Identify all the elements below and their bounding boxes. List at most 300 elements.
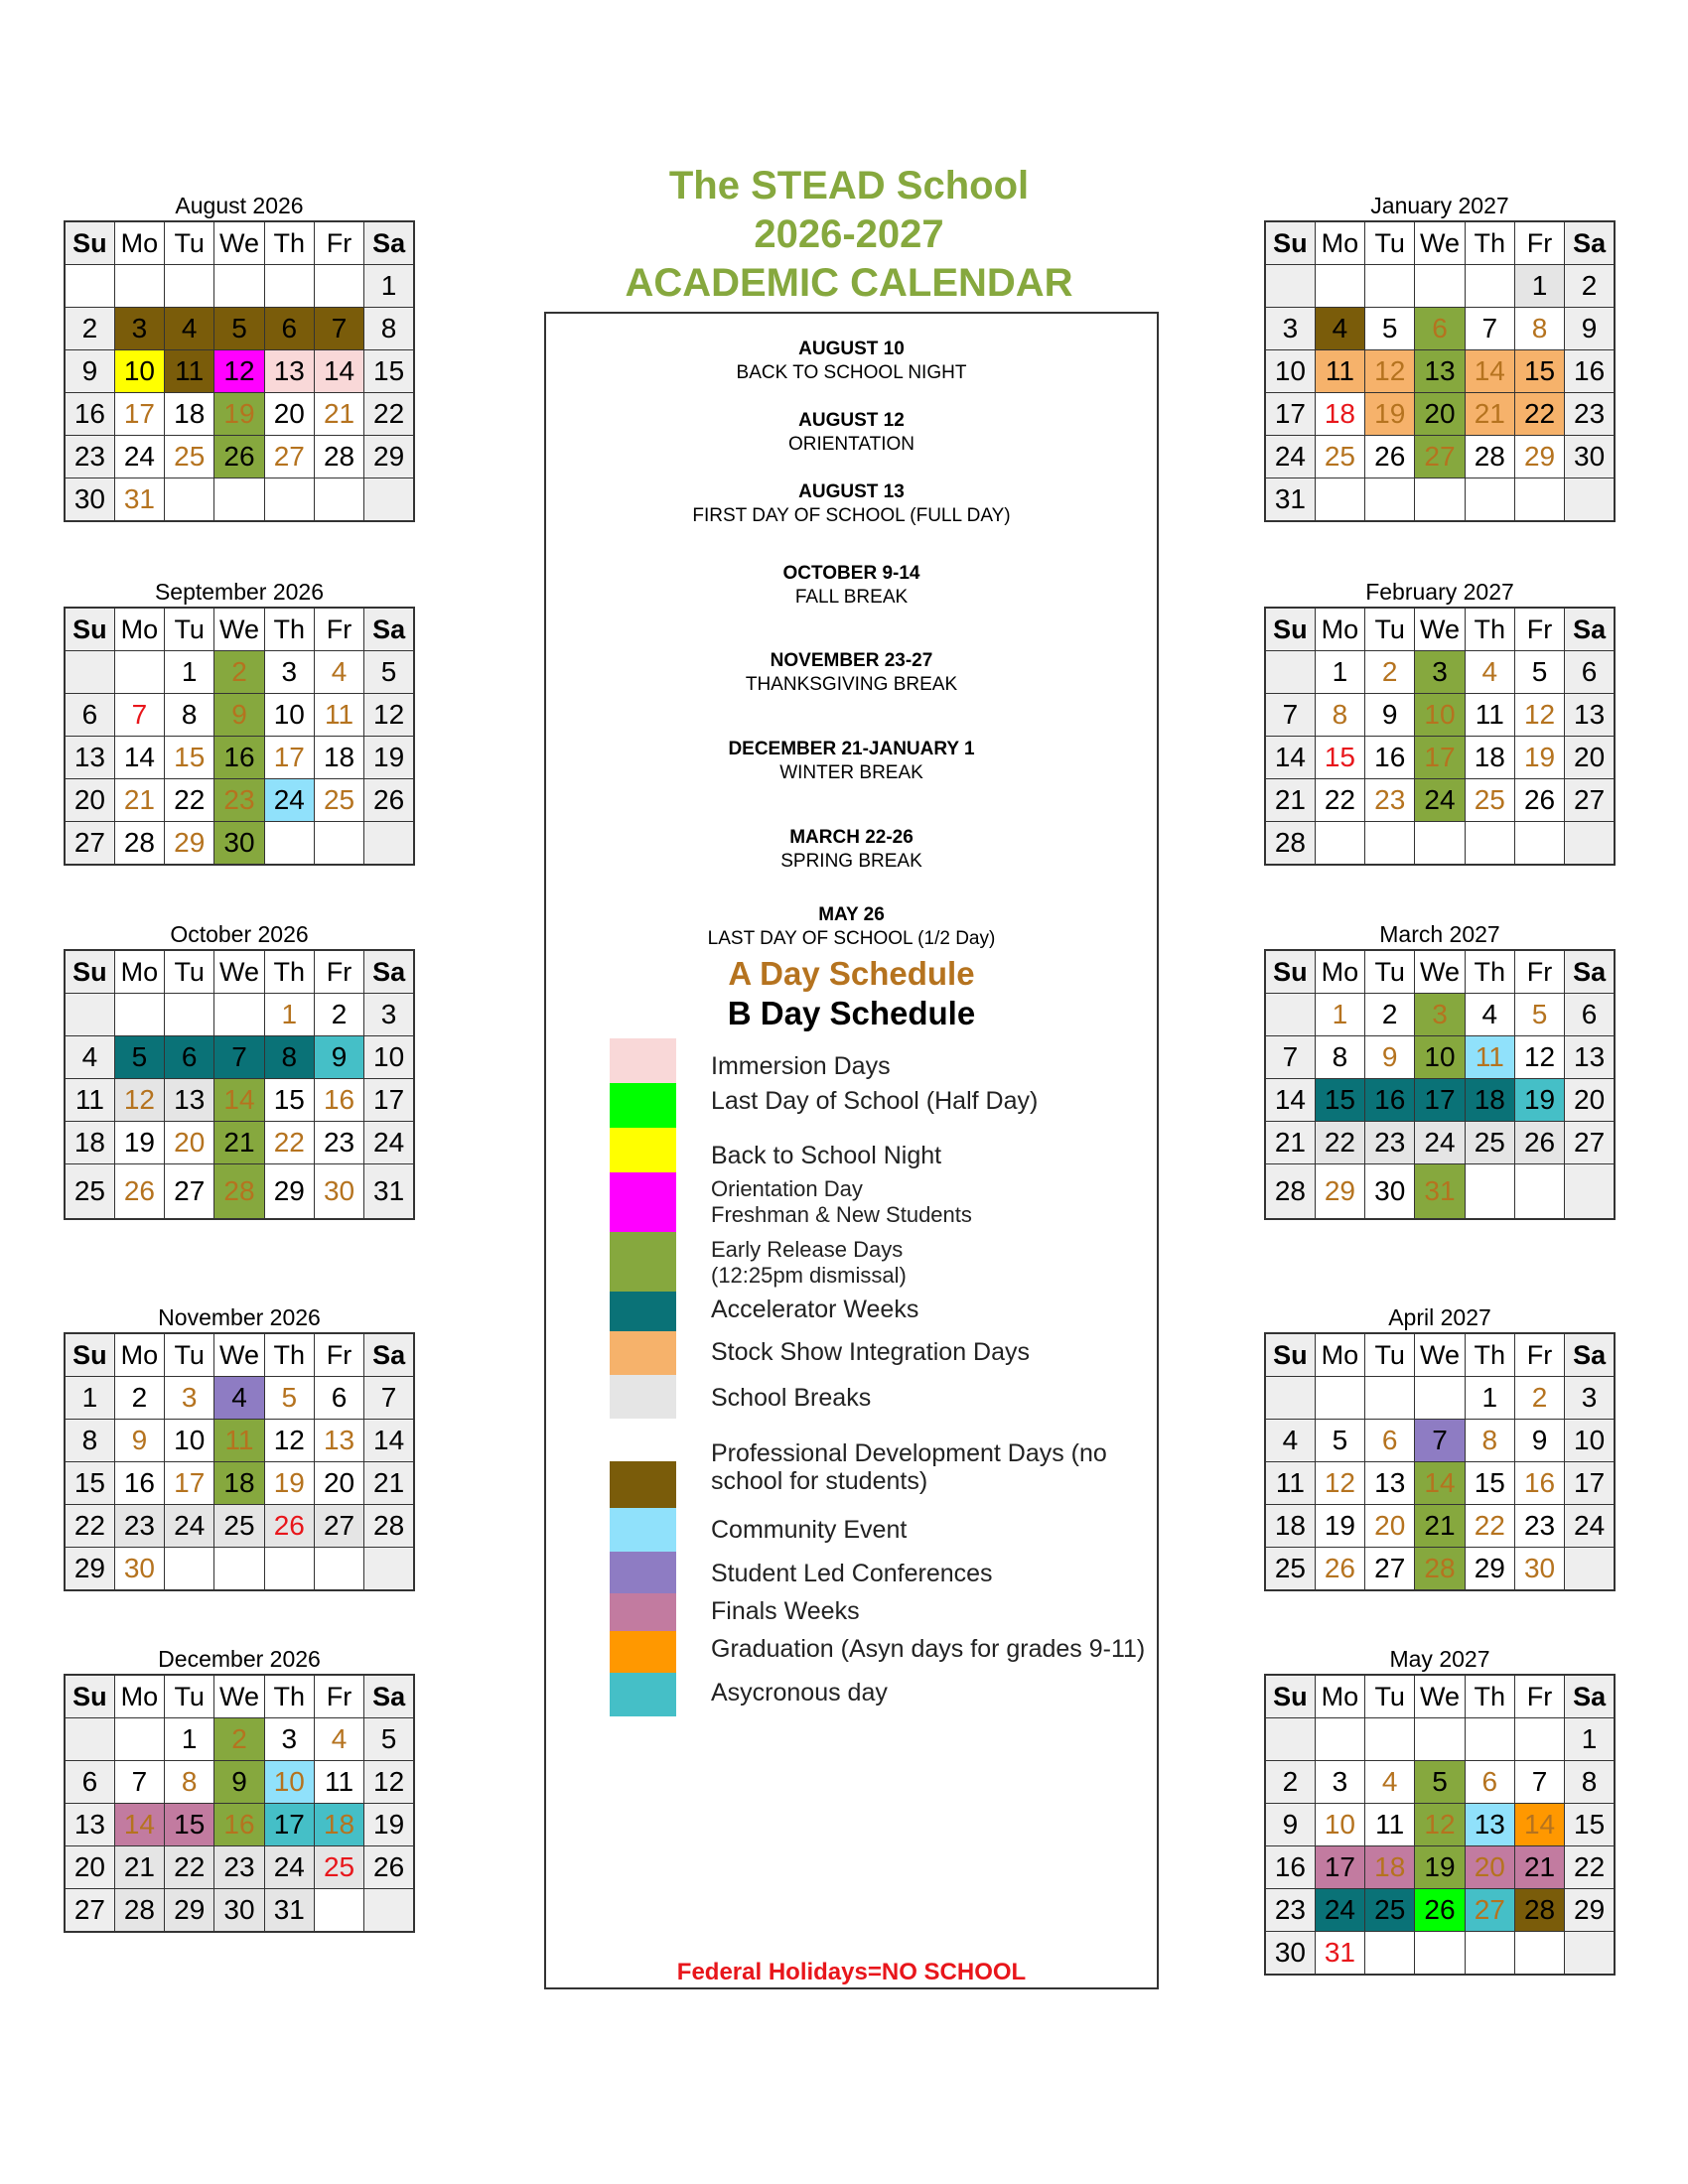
day-cell: 23 — [314, 1122, 363, 1164]
weekday-header: Th — [264, 1675, 314, 1718]
day-cell: 20 — [1415, 393, 1465, 436]
day-cell: 1 — [1465, 1377, 1514, 1420]
day-cell: 24 — [1315, 1889, 1364, 1932]
day-cell: 23 — [214, 1846, 264, 1889]
empty-cell — [1514, 1932, 1564, 1976]
week-row — [65, 1718, 414, 1761]
day-cell: 2 — [314, 994, 363, 1036]
month-calendar-january-2027 — [1264, 191, 1616, 522]
day-cell: 22 — [1315, 1122, 1364, 1164]
week-row — [65, 1122, 414, 1164]
empty-cell — [314, 265, 363, 308]
day-cell: 2 — [214, 651, 264, 694]
weekday-header: Tu — [1365, 221, 1415, 265]
week-row — [1265, 350, 1615, 393]
day-cell: 11 — [314, 694, 363, 737]
day-cell: 31 — [1315, 1932, 1364, 1976]
week-row — [1265, 1548, 1615, 1591]
day-cell: 18 — [214, 1462, 264, 1505]
empty-cell — [114, 651, 164, 694]
weekday-header: Tu — [1365, 950, 1415, 994]
weekday-header-row — [65, 1675, 414, 1718]
week-row — [1265, 393, 1615, 436]
day-cell: 10 — [364, 1036, 414, 1079]
month-calendar-march-2027 — [1264, 919, 1616, 1220]
day-cell: 14 — [114, 1804, 164, 1846]
day-cell: 8 — [165, 694, 214, 737]
week-row — [65, 1548, 414, 1591]
event-date: AUGUST 10 — [798, 339, 905, 359]
day-cell: 2 — [1365, 994, 1415, 1036]
empty-cell — [1514, 822, 1564, 866]
day-cell: 5 — [364, 1718, 414, 1761]
day-cell: 12 — [364, 694, 414, 737]
legend-swatch — [610, 1083, 676, 1128]
day-cell: 9 — [1365, 694, 1415, 737]
event-description: BACK TO SCHOOL NIGHT — [736, 362, 967, 383]
day-cell: 8 — [1465, 1420, 1514, 1462]
day-cell: 15 — [1514, 350, 1564, 393]
week-row — [1265, 694, 1615, 737]
day-cell: 6 — [264, 308, 314, 350]
week-row — [1265, 1036, 1615, 1079]
empty-cell — [1465, 822, 1514, 866]
day-cell: 4 — [1465, 994, 1514, 1036]
weekday-header: Mo — [1315, 1675, 1364, 1718]
empty-cell — [165, 1548, 214, 1591]
week-row — [1265, 1079, 1615, 1122]
day-cell: 31 — [264, 1889, 314, 1933]
day-cell: 30 — [1514, 1548, 1564, 1591]
empty-cell — [1565, 478, 1615, 522]
day-cell: 4 — [1365, 1761, 1415, 1804]
day-cell: 13 — [165, 1079, 214, 1122]
weekday-header: Th — [264, 950, 314, 994]
day-cell: 18 — [314, 737, 363, 779]
day-cell: 22 — [1315, 779, 1364, 822]
event-item — [546, 738, 1157, 785]
legend-swatch — [610, 1292, 676, 1331]
day-cell: 27 — [65, 822, 114, 866]
day-cell: 29 — [1465, 1548, 1514, 1591]
day-cell: 3 — [1415, 651, 1465, 694]
federal-holidays-note: Federal Holidays=NO SCHOOL — [676, 1959, 1027, 1985]
day-cell: 17 — [264, 737, 314, 779]
day-cell: 5 — [264, 1377, 314, 1420]
weekday-header: Fr — [314, 221, 363, 265]
day-cell: 21 — [1514, 1846, 1564, 1889]
weekday-header: Fr — [1514, 1675, 1564, 1718]
day-cell: 23 — [1365, 779, 1415, 822]
day-cell: 7 — [314, 308, 363, 350]
day-cell: 28 — [1265, 1164, 1315, 1220]
day-cell: 1 — [1565, 1718, 1615, 1761]
day-cell: 16 — [1265, 1846, 1315, 1889]
month-calendar-april-2027 — [1264, 1302, 1616, 1591]
weekday-header: We — [1415, 221, 1465, 265]
week-row — [65, 393, 414, 436]
day-cell: 27 — [65, 1889, 114, 1933]
month-title: December 2026 — [158, 1646, 321, 1672]
day-cell: 30 — [65, 478, 114, 522]
empty-cell — [1365, 1377, 1415, 1420]
day-cell: 28 — [364, 1505, 414, 1548]
day-cell: 31 — [1415, 1164, 1465, 1220]
week-row — [1265, 1889, 1615, 1932]
event-description: FALL BREAK — [794, 587, 909, 608]
day-cell: 17 — [1415, 737, 1465, 779]
day-cell: 25 — [1365, 1889, 1415, 1932]
legend-label — [711, 1237, 907, 1289]
week-row — [65, 1761, 414, 1804]
day-cell: 25 — [1465, 1122, 1514, 1164]
month-title: November 2026 — [158, 1304, 321, 1330]
weekday-header: Mo — [114, 950, 164, 994]
day-cell: 7 — [1265, 694, 1315, 737]
a-day-schedule-label: A Day Schedule — [728, 955, 975, 992]
empty-cell — [114, 994, 164, 1036]
school-name: The STEAD School — [668, 164, 1030, 207]
day-cell: 23 — [1265, 1889, 1315, 1932]
weekday-header-row — [1265, 1675, 1615, 1718]
day-cell: 18 — [1465, 737, 1514, 779]
legend-swatch — [610, 1673, 676, 1716]
day-cell: 14 — [1265, 1079, 1315, 1122]
day-cell: 12 — [264, 1420, 314, 1462]
weekday-header-row — [1265, 221, 1615, 265]
day-cell: 26 — [1514, 1122, 1564, 1164]
day-cell: 17 — [114, 393, 164, 436]
day-cell: 6 — [65, 1761, 114, 1804]
legend-swatch — [610, 1375, 676, 1419]
day-cell: 23 — [1565, 393, 1615, 436]
day-cell: 13 — [65, 737, 114, 779]
day-cell: 3 — [364, 994, 414, 1036]
day-cell: 21 — [1465, 393, 1514, 436]
legend-label: Graduation (Asyn days for grades 9-11) — [711, 1635, 1146, 1663]
day-cell: 26 — [1415, 1889, 1465, 1932]
day-cell: 24 — [114, 436, 164, 478]
day-cell: 13 — [1465, 1804, 1514, 1846]
day-cell: 15 — [364, 350, 414, 393]
month-calendar-february-2027 — [1264, 577, 1616, 866]
day-cell: 29 — [1315, 1164, 1364, 1220]
day-cell: 9 — [214, 1761, 264, 1804]
week-row — [65, 308, 414, 350]
day-cell: 20 — [65, 1846, 114, 1889]
empty-cell — [1514, 1164, 1564, 1220]
month-title: April 2027 — [1388, 1304, 1491, 1330]
day-cell: 3 — [114, 308, 164, 350]
empty-cell — [65, 994, 114, 1036]
day-cell: 18 — [314, 1804, 363, 1846]
day-cell: 20 — [1565, 737, 1615, 779]
day-cell: 12 — [1514, 1036, 1564, 1079]
day-cell: 3 — [165, 1377, 214, 1420]
day-cell: 9 — [65, 350, 114, 393]
day-cell: 27 — [1565, 779, 1615, 822]
day-cell: 19 — [364, 1804, 414, 1846]
day-cell: 19 — [114, 1122, 164, 1164]
day-cell: 3 — [1315, 1761, 1364, 1804]
weekday-header-row — [65, 950, 414, 994]
day-cell: 5 — [214, 308, 264, 350]
day-cell: 22 — [1465, 1505, 1514, 1548]
day-cell: 9 — [1565, 308, 1615, 350]
day-cell: 23 — [1365, 1122, 1415, 1164]
empty-cell — [1415, 265, 1465, 308]
day-cell: 19 — [1514, 737, 1564, 779]
day-cell: 6 — [1565, 994, 1615, 1036]
weekday-header: Mo — [114, 221, 164, 265]
weekday-header-row — [65, 221, 414, 265]
legend-swatch — [610, 1038, 676, 1083]
day-cell: 5 — [364, 651, 414, 694]
legend-swatch — [610, 1232, 676, 1292]
day-cell: 7 — [114, 1761, 164, 1804]
day-cell: 15 — [1565, 1804, 1615, 1846]
weekday-header-row — [65, 1333, 414, 1377]
empty-cell — [364, 1889, 414, 1933]
empty-cell — [1315, 1718, 1364, 1761]
day-cell: 17 — [1315, 1846, 1364, 1889]
event-item — [546, 649, 1157, 697]
day-cell: 6 — [1365, 1420, 1415, 1462]
month-grid — [1264, 949, 1616, 1220]
day-cell: 24 — [165, 1505, 214, 1548]
week-row — [65, 1505, 414, 1548]
week-row — [65, 994, 414, 1036]
day-cell: 20 — [165, 1122, 214, 1164]
day-cell: 21 — [114, 1846, 164, 1889]
day-cell: 13 — [1365, 1462, 1415, 1505]
legend-swatch — [610, 1172, 676, 1232]
week-row — [65, 1079, 414, 1122]
weekday-header: Su — [65, 221, 114, 265]
day-cell: 9 — [1265, 1804, 1315, 1846]
week-row — [1265, 1420, 1615, 1462]
empty-cell — [1265, 265, 1315, 308]
weekday-header: Th — [1465, 950, 1514, 994]
empty-cell — [1315, 478, 1364, 522]
week-row — [1265, 737, 1615, 779]
weekday-header: Sa — [1565, 1675, 1615, 1718]
weekday-header: Tu — [165, 608, 214, 651]
empty-cell — [364, 822, 414, 866]
weekday-header: Fr — [314, 1675, 363, 1718]
empty-cell — [214, 478, 264, 522]
day-cell: 30 — [214, 822, 264, 866]
weekday-header: Sa — [1565, 608, 1615, 651]
empty-cell — [1265, 651, 1315, 694]
weekday-header: Fr — [1514, 1333, 1564, 1377]
month-calendar-october-2026 — [64, 919, 415, 1220]
day-cell: 5 — [1365, 308, 1415, 350]
day-cell: 6 — [65, 694, 114, 737]
weekday-header: Fr — [1514, 608, 1564, 651]
day-cell: 20 — [1565, 1079, 1615, 1122]
weekday-header: We — [1415, 950, 1465, 994]
day-cell: 6 — [165, 1036, 214, 1079]
weekday-header: Fr — [314, 950, 363, 994]
empty-cell — [1365, 1718, 1415, 1761]
month-title: August 2026 — [175, 193, 304, 218]
weekday-header: Fr — [314, 1333, 363, 1377]
empty-cell — [314, 1889, 363, 1933]
empty-cell — [214, 1548, 264, 1591]
day-cell: 13 — [314, 1420, 363, 1462]
day-cell: 27 — [264, 436, 314, 478]
day-cell: 20 — [1465, 1846, 1514, 1889]
legend-swatch — [610, 1461, 676, 1508]
calendar-heading: ACADEMIC CALENDAR — [625, 261, 1073, 305]
day-cell: 30 — [314, 1164, 363, 1220]
day-cell: 22 — [364, 393, 414, 436]
legend-swatch — [610, 1631, 676, 1673]
empty-cell — [264, 265, 314, 308]
weekday-header: We — [214, 950, 264, 994]
weekday-header: We — [1415, 608, 1465, 651]
weekday-header: We — [214, 221, 264, 265]
legend-swatch — [610, 1593, 676, 1631]
day-cell: 26 — [1315, 1548, 1364, 1591]
legend-label: Back to School Night — [711, 1142, 942, 1169]
weekday-header: Mo — [114, 608, 164, 651]
empty-cell — [165, 994, 214, 1036]
legend-label-line: Freshman & New Students — [711, 1202, 972, 1227]
week-row — [1265, 308, 1615, 350]
day-cell: 30 — [114, 1548, 164, 1591]
day-cell: 25 — [314, 779, 363, 822]
day-cell: 9 — [1514, 1420, 1564, 1462]
day-cell: 22 — [65, 1505, 114, 1548]
empty-cell — [165, 265, 214, 308]
day-cell: 12 — [1315, 1462, 1364, 1505]
day-cell: 4 — [65, 1036, 114, 1079]
empty-cell — [264, 478, 314, 522]
weekday-header: Th — [1465, 1675, 1514, 1718]
day-cell: 22 — [1565, 1846, 1615, 1889]
empty-cell — [214, 994, 264, 1036]
empty-cell — [1415, 1932, 1465, 1976]
weekday-header: Su — [1265, 1675, 1315, 1718]
day-cell: 15 — [165, 1804, 214, 1846]
day-cell: 26 — [114, 1164, 164, 1220]
day-cell: 4 — [214, 1377, 264, 1420]
week-row — [1265, 436, 1615, 478]
day-cell: 20 — [314, 1462, 363, 1505]
empty-cell — [114, 265, 164, 308]
day-cell: 12 — [1365, 350, 1415, 393]
day-cell: 14 — [314, 350, 363, 393]
weekday-header: Mo — [1315, 1333, 1364, 1377]
week-row — [1265, 1122, 1615, 1164]
day-cell: 16 — [65, 393, 114, 436]
week-row — [1265, 1846, 1615, 1889]
day-cell: 23 — [214, 779, 264, 822]
day-cell: 17 — [165, 1462, 214, 1505]
week-row — [1265, 1932, 1615, 1976]
event-description: SPRING BREAK — [780, 851, 922, 872]
legend-label-line: (12:25pm dismissal) — [711, 1263, 907, 1288]
day-cell: 23 — [65, 436, 114, 478]
weekday-header: Su — [1265, 608, 1315, 651]
empty-cell — [264, 822, 314, 866]
month-calendar-november-2026 — [64, 1302, 415, 1591]
day-cell: 11 — [314, 1761, 363, 1804]
weekday-header: Tu — [165, 221, 214, 265]
day-cell: 6 — [1565, 651, 1615, 694]
day-cell: 3 — [264, 651, 314, 694]
day-cell: 1 — [165, 1718, 214, 1761]
day-cell: 8 — [1315, 1036, 1364, 1079]
day-cell: 24 — [364, 1122, 414, 1164]
weekday-header: Th — [1465, 221, 1514, 265]
legend-swatch — [610, 1128, 676, 1172]
day-cell: 29 — [1514, 436, 1564, 478]
day-cell: 2 — [1265, 1761, 1315, 1804]
day-cell: 20 — [264, 393, 314, 436]
week-row — [1265, 1505, 1615, 1548]
day-cell: 8 — [264, 1036, 314, 1079]
day-cell: 22 — [1514, 393, 1564, 436]
day-cell: 14 — [364, 1420, 414, 1462]
day-cell: 5 — [114, 1036, 164, 1079]
empty-cell — [314, 478, 363, 522]
weekday-header: We — [214, 608, 264, 651]
empty-cell — [314, 822, 363, 866]
day-cell: 15 — [1465, 1462, 1514, 1505]
empty-cell — [1465, 1164, 1514, 1220]
day-cell: 26 — [1365, 436, 1415, 478]
day-cell: 13 — [1415, 350, 1465, 393]
weekday-header: Su — [65, 1675, 114, 1718]
day-cell: 25 — [1315, 436, 1364, 478]
month-calendar-may-2027 — [1264, 1644, 1616, 1976]
day-cell: 9 — [214, 694, 264, 737]
day-cell: 3 — [264, 1718, 314, 1761]
day-cell: 2 — [1514, 1377, 1564, 1420]
empty-cell — [314, 1548, 363, 1591]
day-cell: 26 — [364, 779, 414, 822]
weekday-header: We — [1415, 1333, 1465, 1377]
empty-cell — [1265, 1377, 1315, 1420]
day-cell: 26 — [1514, 779, 1564, 822]
day-cell: 21 — [214, 1122, 264, 1164]
day-cell: 16 — [1365, 1079, 1415, 1122]
weekday-header: We — [214, 1675, 264, 1718]
day-cell: 4 — [1265, 1420, 1315, 1462]
day-cell: 28 — [1465, 436, 1514, 478]
legend-label — [711, 1176, 972, 1228]
day-cell: 21 — [1265, 1122, 1315, 1164]
day-cell: 19 — [214, 393, 264, 436]
weekday-header-row — [1265, 608, 1615, 651]
event-date: DECEMBER 21-JANUARY 1 — [728, 739, 975, 759]
day-cell: 17 — [1415, 1079, 1465, 1122]
key-dates-panel — [544, 312, 1159, 1989]
event-date: MARCH 22-26 — [789, 827, 914, 848]
legend-label-line: Professional Development Days (no — [711, 1439, 1107, 1467]
week-row — [65, 1036, 414, 1079]
day-cell: 9 — [114, 1420, 164, 1462]
day-cell: 10 — [114, 350, 164, 393]
day-cell: 15 — [1315, 737, 1364, 779]
month-title: September 2026 — [154, 579, 325, 605]
empty-cell — [1514, 1718, 1564, 1761]
day-cell: 13 — [1565, 1036, 1615, 1079]
day-cell: 12 — [114, 1079, 164, 1122]
